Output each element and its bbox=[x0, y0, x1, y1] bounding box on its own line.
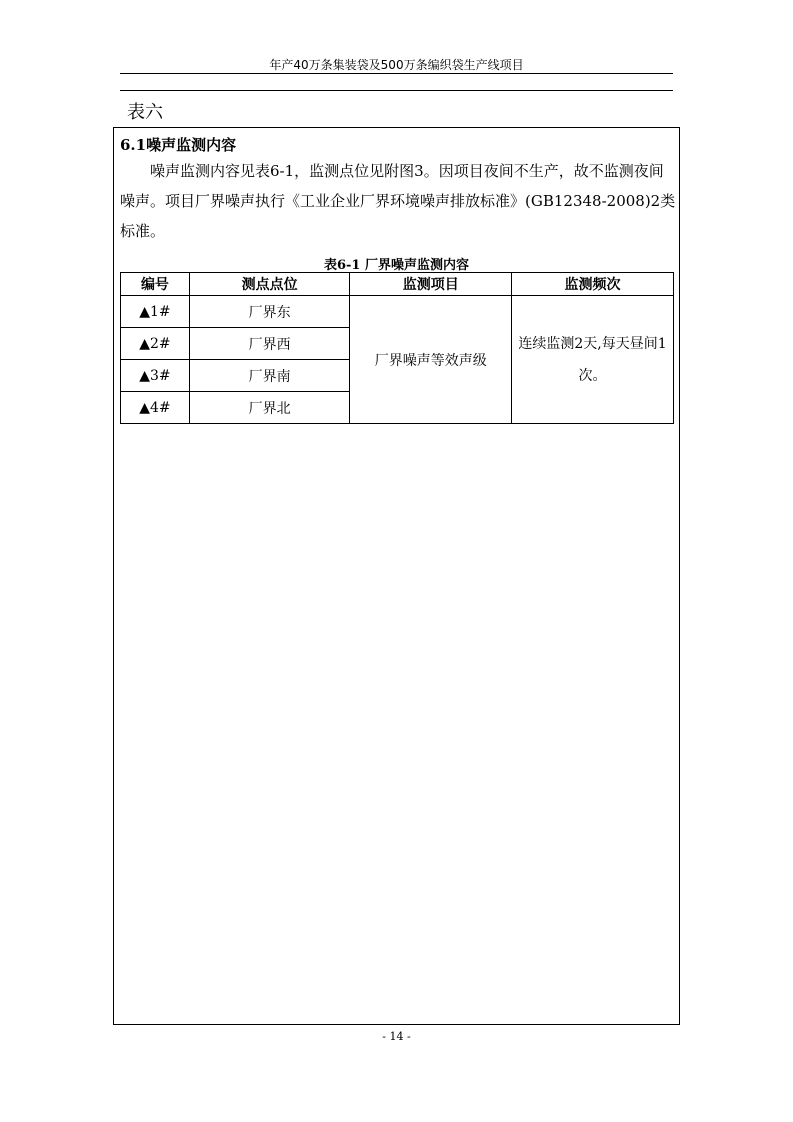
cell-id: ▲1# bbox=[121, 296, 190, 328]
cell-frequency bbox=[512, 296, 674, 424]
noise-monitoring-table bbox=[120, 272, 674, 424]
cell-id: ▲4# bbox=[121, 392, 190, 424]
cell-location: 厂界南 bbox=[189, 360, 350, 392]
body-paragraph-text: 噪声监测内容见表6-1，监测点位见附图3。因项目夜间不生产，故不监测夜间噪声。项目厂界噪声执行《工业企业厂界环境噪声排放标准》(GB12348-2008)2类标准。 bbox=[120, 162, 676, 240]
header-id: 编号 bbox=[121, 273, 190, 296]
header-rule-top bbox=[120, 73, 673, 74]
cell-item: 厂界噪声等效声级 bbox=[350, 296, 512, 424]
table-header-row bbox=[121, 273, 674, 296]
section-label: 表六 bbox=[127, 102, 163, 123]
header-item: 监测项目 bbox=[350, 273, 512, 296]
header-location: 测点点位 bbox=[189, 273, 350, 296]
cell-frequency-text: 连续监测2天,每天昼间1次。 bbox=[518, 335, 667, 384]
document-header-title: 年产40万条集装袋及500万条编织袋生产线项目 bbox=[269, 58, 524, 72]
header-frequency: 监测频次 bbox=[512, 273, 674, 296]
cell-location: 厂界东 bbox=[189, 296, 350, 328]
cell-location: 厂界西 bbox=[189, 328, 350, 360]
header-rule-bottom bbox=[120, 90, 673, 91]
cell-id: ▲3# bbox=[121, 360, 190, 392]
body-paragraph bbox=[120, 156, 676, 246]
table-row bbox=[121, 296, 674, 328]
table-caption: 表6-1 厂界噪声监测内容 bbox=[323, 258, 469, 273]
cell-location: 厂界北 bbox=[189, 392, 350, 424]
cell-id: ▲2# bbox=[121, 328, 190, 360]
section-heading: 6.1噪声监测内容 bbox=[120, 136, 237, 154]
page-number: - 14 - bbox=[382, 1030, 411, 1043]
